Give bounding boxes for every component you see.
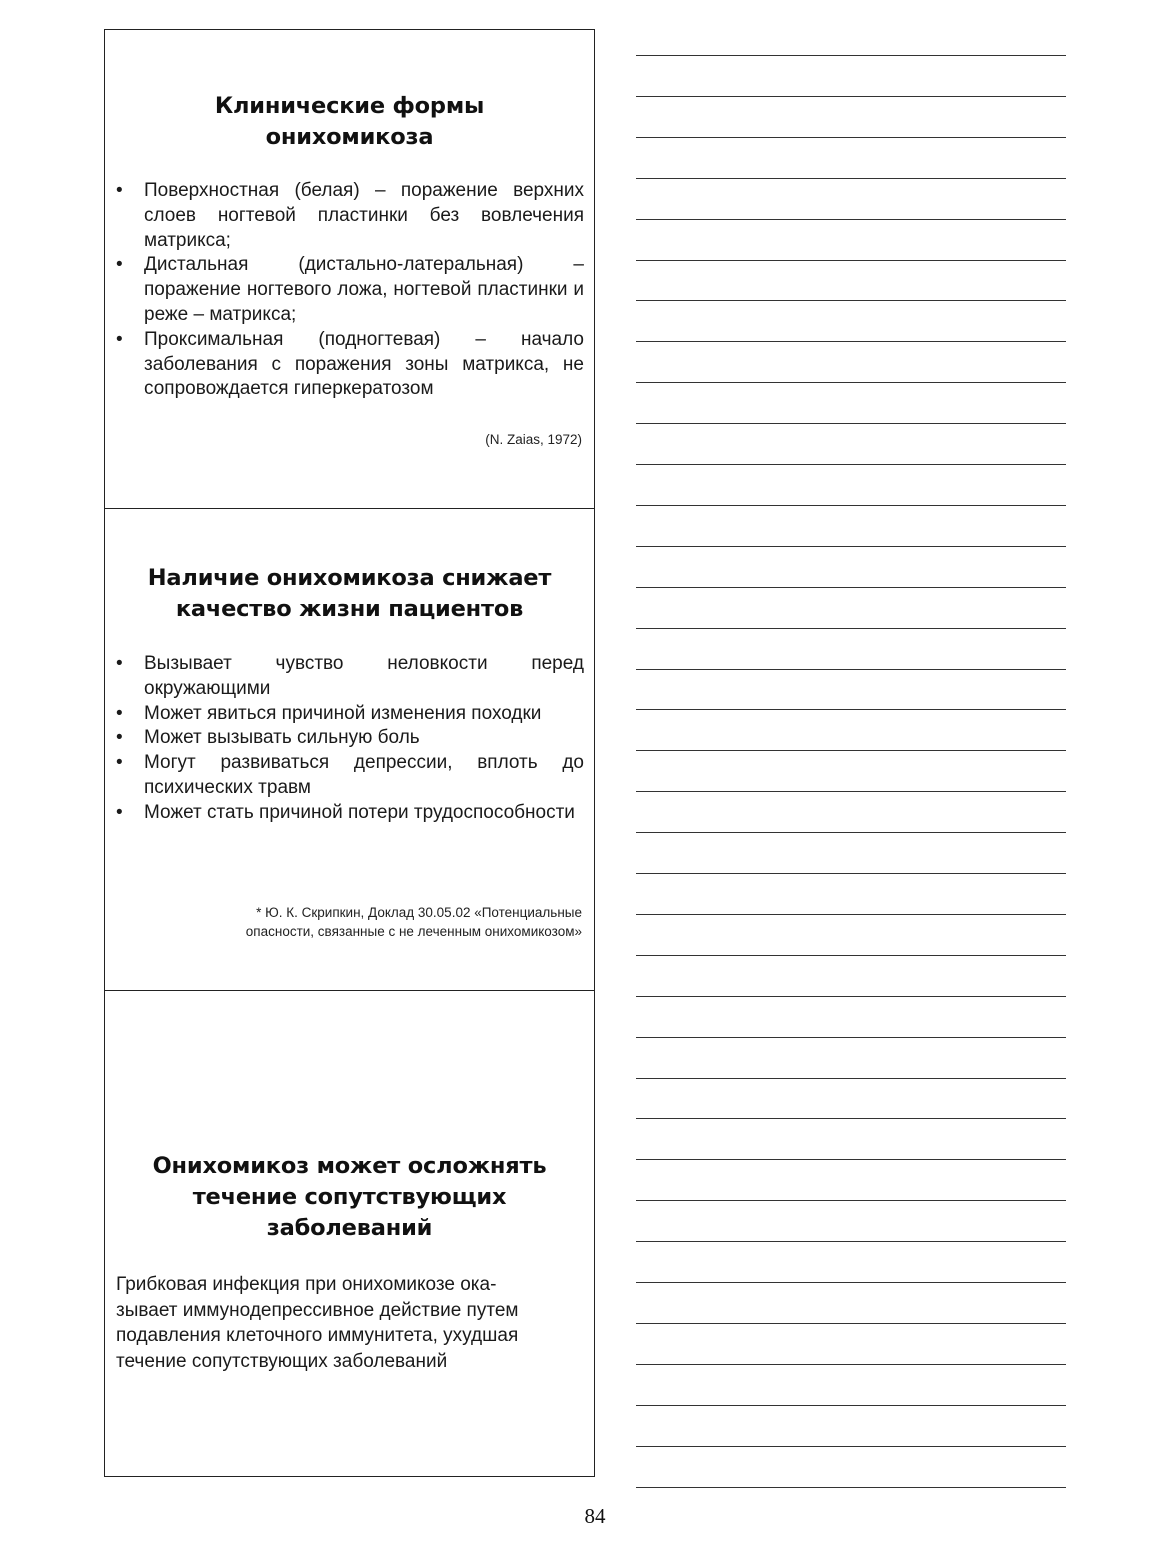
bullet-list (115, 652, 584, 826)
paragraph-line: подавления клеточного иммунитета, ухудшая (116, 1325, 519, 1346)
list-item: • Вызывает чувство неловкости перед окружающими (115, 652, 584, 702)
slide-complications (105, 990, 594, 1478)
title-line: течение сопутствующих (192, 1184, 507, 1210)
note-line (636, 219, 1066, 220)
note-line (636, 996, 1066, 997)
note-line (636, 96, 1066, 97)
title-line: качество жизни пациентов (175, 596, 524, 622)
notes-lines-area (636, 0, 1066, 1500)
slide-quality-of-life (105, 508, 594, 990)
page-number: 84 (584, 1504, 606, 1528)
note-line (636, 423, 1066, 424)
paragraph-line: течение сопутствующих заболеваний (116, 1350, 448, 1372)
list-item: • Могут развиваться депрессии, вплоть до психических травм (115, 751, 584, 801)
bullet-list (115, 179, 584, 402)
title-line: Наличие онихомикоза снижает (147, 565, 552, 591)
citation-line: опасности, связанные с не леченным онихомикозом» (245, 924, 582, 939)
note-line (636, 1241, 1066, 1242)
note-line (636, 464, 1066, 465)
note-line (636, 178, 1066, 179)
note-line (636, 546, 1066, 547)
list-item: • Может вызывать сильную боль (115, 726, 584, 751)
title-line: онихомикоза (265, 124, 434, 150)
note-line (636, 628, 1066, 629)
note-line (636, 137, 1066, 138)
note-line (636, 1364, 1066, 1365)
note-line (636, 55, 1066, 56)
list-item: • Проксимальная (подногтевая) – начало заболевания с поражения зоны матрикса, не сопровождается гиперкератозом (115, 328, 584, 402)
slide-title (105, 1151, 594, 1244)
title-line: заболеваний (266, 1215, 433, 1241)
title-line: Онихомикоз может осложнять (152, 1153, 547, 1179)
list-item: • Может стать причиной потери трудоспособности (115, 801, 584, 826)
note-line (636, 1405, 1066, 1406)
list-item: • Дистальная (дистально-латеральная) – поражение ногтевого ложа, ногтевой пластинки и реже – матрикса; (115, 253, 584, 327)
note-line (636, 1159, 1066, 1160)
slide-paragraph (116, 1272, 583, 1374)
note-line (636, 1282, 1066, 1283)
note-line (636, 1446, 1066, 1447)
note-line (636, 1118, 1066, 1119)
paragraph-line: Грибковая инфекция при онихомикозе ока- (116, 1274, 497, 1295)
paragraph-line: зывает иммунодепрессивное действие путем (116, 1299, 519, 1321)
note-line (636, 1487, 1066, 1488)
note-line (636, 587, 1066, 588)
slide-title (105, 91, 594, 153)
note-line (636, 955, 1066, 956)
note-line (636, 791, 1066, 792)
note-line (636, 873, 1066, 874)
note-line (636, 750, 1066, 751)
note-line (636, 1037, 1066, 1038)
citation-line: * Ю. К. Скрипкин, Доклад 30.05.02 «Потенциальные (256, 905, 582, 920)
note-line (636, 914, 1066, 915)
note-line (636, 341, 1066, 342)
title-line: Клинические формы (214, 93, 485, 119)
note-line (636, 300, 1066, 301)
note-line (636, 1200, 1066, 1201)
note-line (636, 709, 1066, 710)
citation (246, 903, 582, 941)
list-item: • Может явиться причиной изменения походки (115, 702, 584, 727)
note-line (636, 382, 1066, 383)
slide-clinical-forms (105, 30, 594, 508)
list-item: • Поверхностная (белая) – поражение верхних слоев ногтевой пластинки без вовлечения матрикса; (115, 179, 584, 253)
slides-panel (104, 29, 595, 1477)
note-line (636, 669, 1066, 670)
note-line (636, 1078, 1066, 1079)
note-line (636, 260, 1066, 261)
citation: (N. Zaias, 1972) (485, 432, 582, 447)
note-line (636, 505, 1066, 506)
note-line (636, 1323, 1066, 1324)
slide-title (105, 563, 594, 625)
note-line (636, 832, 1066, 833)
